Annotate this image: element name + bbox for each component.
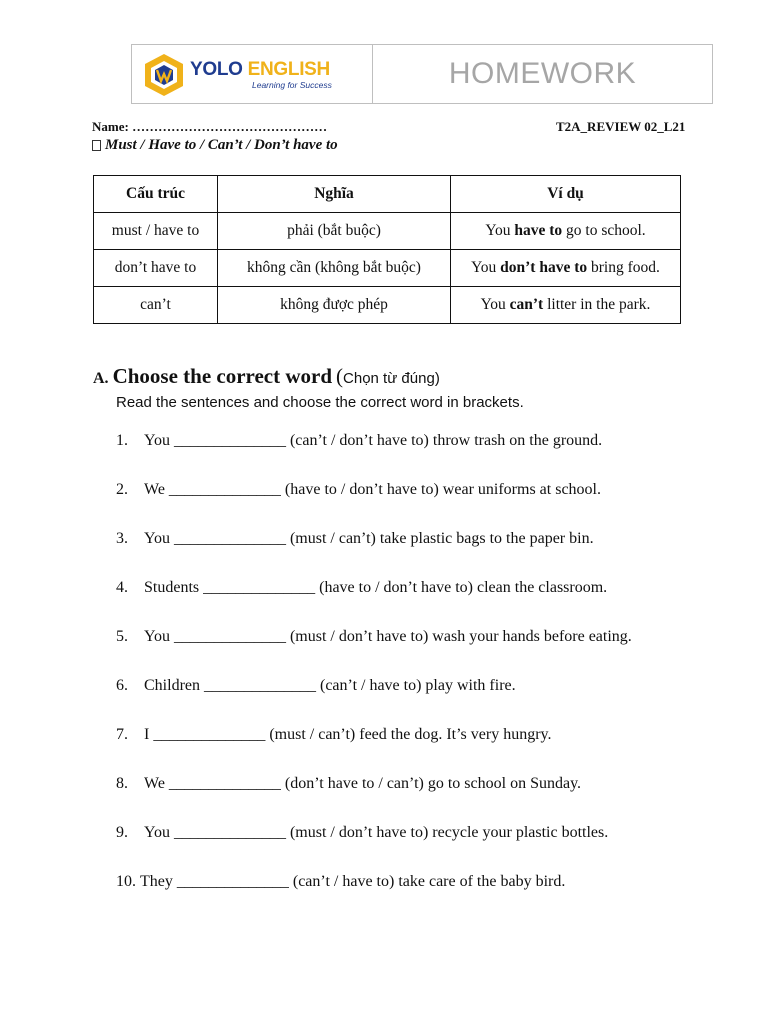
meaning-cell: không cần (không bắt buộc) — [218, 250, 451, 287]
question-number: 8. — [116, 775, 128, 792]
question-number: 1. — [116, 432, 128, 449]
brand-english: ENGLISH — [247, 59, 330, 80]
question-number: 9. — [116, 824, 128, 841]
worksheet-code: T2A_REVIEW 02_L21 — [556, 119, 686, 134]
example-cell — [451, 250, 681, 287]
brand-name — [190, 59, 330, 81]
topic-text: Must / Have to / Can’t / Don’t have to — [105, 137, 338, 153]
question-text: We ______________ (don’t have to / can’t) go to school on Sunday. — [144, 775, 582, 792]
structure-cell: don’t have to — [94, 250, 218, 287]
table-header: Ví dụ — [451, 176, 681, 213]
question-text: Children ______________ (can’t / have to) play with fire. — [144, 677, 516, 694]
meaning-cell: phải (bắt buộc) — [218, 213, 451, 250]
checkbox-bullet-icon — [92, 140, 101, 151]
section-a-heading: A. Choose the correct word (Chọn từ đúng) — [93, 364, 440, 388]
table-header: Nghĩa — [218, 176, 451, 213]
question-text: They ______________ (can’t / have to) take care of the baby bird. — [140, 873, 566, 890]
section-letter: A. — [93, 370, 109, 387]
table-row — [94, 250, 681, 287]
question-number: 10. — [116, 873, 136, 890]
example-post: bring food. — [587, 259, 660, 276]
example-pre: You — [480, 296, 510, 313]
question-number: 6. — [116, 677, 128, 694]
table-row — [94, 213, 681, 250]
question-list — [116, 432, 632, 922]
question-text: You ______________ (must / don’t have to) wash your hands before eating. — [144, 628, 632, 645]
topic-heading — [92, 137, 338, 154]
example-bold: can’t — [509, 296, 544, 313]
example-post: litter in the park. — [543, 296, 651, 313]
list-item — [116, 824, 632, 873]
table-row — [94, 287, 681, 324]
question-number: 3. — [116, 530, 128, 547]
brand-yolo: YOLO — [190, 59, 243, 80]
list-item — [116, 873, 632, 922]
question-text: You ______________ (must / don’t have to) recycle your plastic bottles. — [144, 824, 609, 841]
list-item — [116, 775, 632, 824]
header-box — [131, 44, 713, 104]
example-bold: don’t have to — [500, 259, 588, 276]
question-text: You ______________ (must / can’t) take plastic bags to the paper bin. — [144, 530, 594, 547]
example-pre: You — [471, 259, 501, 276]
logo — [132, 45, 373, 103]
list-item — [116, 677, 632, 726]
structure-cell: must / have to — [94, 213, 218, 250]
example-pre: You — [485, 222, 515, 239]
question-number: 7. — [116, 726, 128, 743]
homework-title: HOMEWORK — [448, 57, 637, 90]
example-cell — [451, 213, 681, 250]
section-title: Choose the correct word — [112, 364, 333, 388]
homework-cell — [373, 45, 712, 103]
example-cell — [451, 287, 681, 324]
table-header: Cấu trúc — [94, 176, 218, 213]
meaning-cell: không được phép — [218, 287, 451, 324]
list-item — [116, 628, 632, 677]
brand-tagline: Learning for Success — [252, 80, 332, 90]
structure-cell: can’t — [94, 287, 218, 324]
list-item — [116, 726, 632, 775]
section-instruction: Read the sentences and choose the correct word in brackets. — [116, 394, 524, 411]
question-text: We ______________ (have to / don’t have to) wear uniforms at school. — [144, 481, 601, 498]
question-text: I ______________ (must / can’t) feed the dog. It’s very hungry. — [144, 726, 552, 743]
grammar-table — [93, 175, 681, 324]
section-subtitle: Chọn từ đúng — [343, 370, 435, 387]
question-number: 4. — [116, 579, 128, 596]
question-text: You ______________ (can’t / don’t have to) throw trash on the ground. — [144, 432, 603, 449]
name-field-label: Name: ……………………………………… — [92, 119, 328, 134]
table-header-row — [94, 176, 681, 213]
example-bold: have to — [514, 222, 563, 239]
yolo-hexagon-logo-icon — [142, 52, 186, 98]
list-item — [116, 530, 632, 579]
question-number: 2. — [116, 481, 128, 498]
question-number: 5. — [116, 628, 128, 645]
list-item — [116, 432, 632, 481]
question-text: Students ______________ (have to / don’t have to) clean the classroom. — [144, 579, 608, 596]
example-post: go to school. — [562, 222, 646, 239]
list-item — [116, 481, 632, 530]
list-item — [116, 579, 632, 628]
